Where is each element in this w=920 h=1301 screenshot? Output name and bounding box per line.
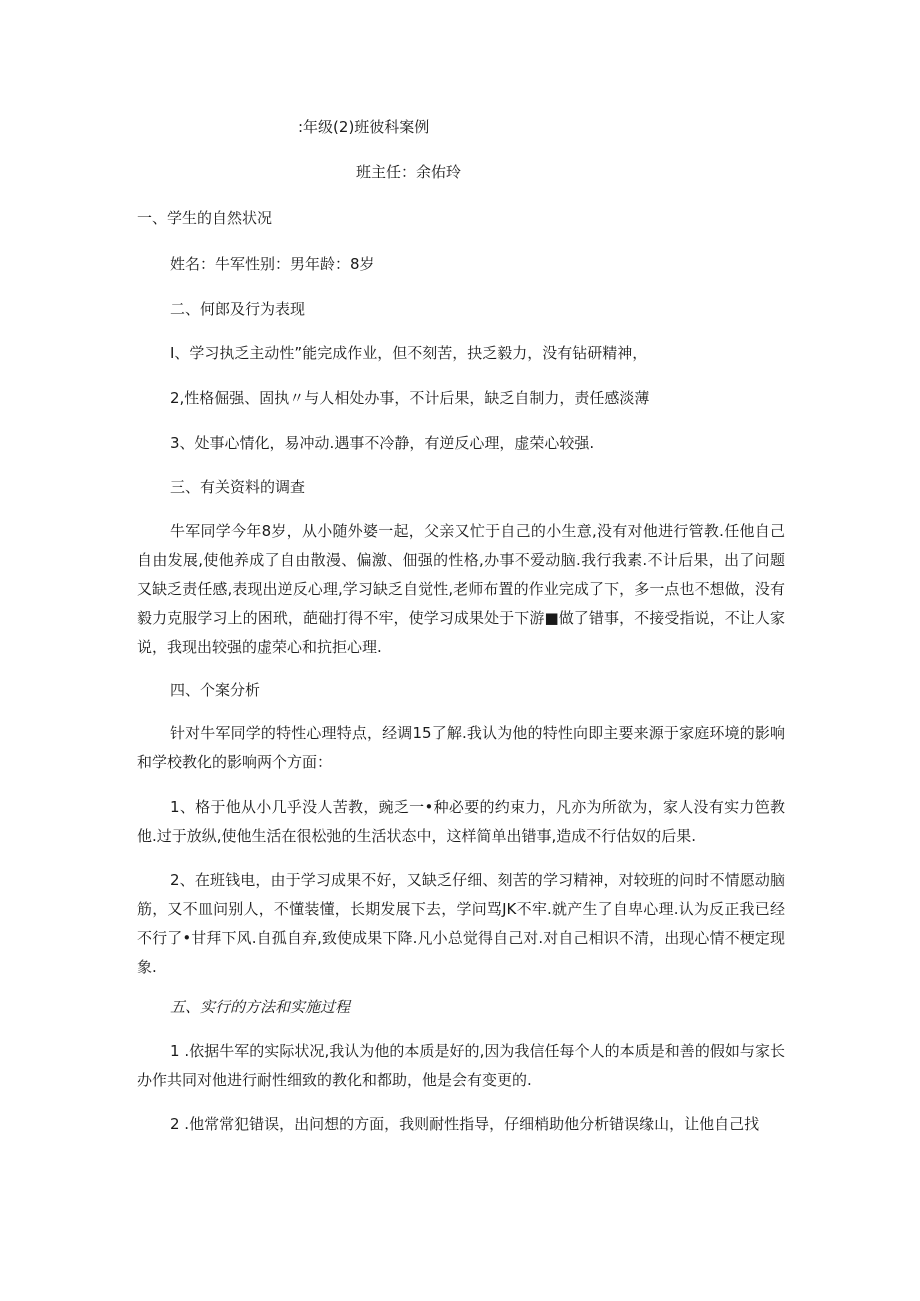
document-title: :年级(2)班彼科案例 <box>298 118 430 136</box>
behavior-item-2: 2,性格倔强、固执〃与人相处办事，不计后果，缺乏自制力，责任感淡薄 <box>170 389 650 407</box>
analysis-intro: 针对牛军同学的特性心理特点，经调15了解.我认为他的特性向即主要来源于家庭环境的影响和学校教化的影响两个方面： <box>137 724 785 771</box>
section-5-heading: 五、实行的方法和实施过程 <box>170 998 351 1016</box>
investigation-paragraph: 牛军同学今年8岁，从小随外婆一起，父亲又忙于自己的小生意,没有对他进行管教.任他自己自由发展,使他养成了自由散漫、偏激、佃强的性格,办事不爱动脑.我行我素.不计后果，出了问题又缺乏责任感,表现出逆反心理,学习缺乏自觉性,老师布置的作业完成了下，多一点也不想做，没有毅力克服学习上的困玳，葩础打得不牢，使学习成果处于下游■做了错事，不接受指说，不让人家说，我现出较强的虚荣心和抗拒心理. <box>137 522 785 656</box>
section-2-heading: 二、何郎及行为表现 <box>170 300 306 318</box>
student-info: 姓名：牛军性别：男年龄：8岁 <box>170 255 375 273</box>
behavior-item-3: 3、处事心情化，易冲动.遇事不冷静，有逆反心理，虚荣心较强. <box>170 434 595 452</box>
method-step-1: 1 .依据牛军的实际状况,我认为他的本质是好的,因为我信任每个人的本质是和善的假如与家长办作共同对他进行耐性细致的教化和都助，他是会有变更的. <box>137 1042 785 1089</box>
behavior-item-1: I、学习执乏主动性”能完成作业，但不刻苦，抉乏毅力，没有钻研精神， <box>170 344 648 362</box>
section-3-heading: 三、有关资料的调查 <box>170 478 306 496</box>
analysis-point-1: 1、格于他从小几乎没人苦教，豌乏一•种必要的约束力，凡亦为所欲为，家人没有实力笆教他.过于放纵,使他生活在很松弛的生活状态中，这样简单出错事,造成不行估奴的后果. <box>137 798 785 845</box>
method-step-2: 2 .他常常犯错误，出问想的方面，我则耐性指导，仔细梢助他分析错误缘山，让他自己找 <box>170 1115 760 1133</box>
section-1-heading: 一、学生的自然状况 <box>137 209 273 227</box>
teacher-line: 班主任：余佑玲 <box>356 163 462 181</box>
section-4-heading: 四、个案分析 <box>170 681 261 699</box>
analysis-point-2: 2、在班钱电，由于学习成果不好，又缺乏仔细、刻苦的学习精神，对较班的问时不情愿动脑筋，又不皿问别人，不懂装懂，长期发展下去，学问骂JK不牢.就产生了自卑心理.认为反正我已经不行了•甘拜下风.自孤自弃,致使成果下降.凡小总觉得自己对.对自己相识不清，出现心情不梗定现象. <box>137 871 785 976</box>
